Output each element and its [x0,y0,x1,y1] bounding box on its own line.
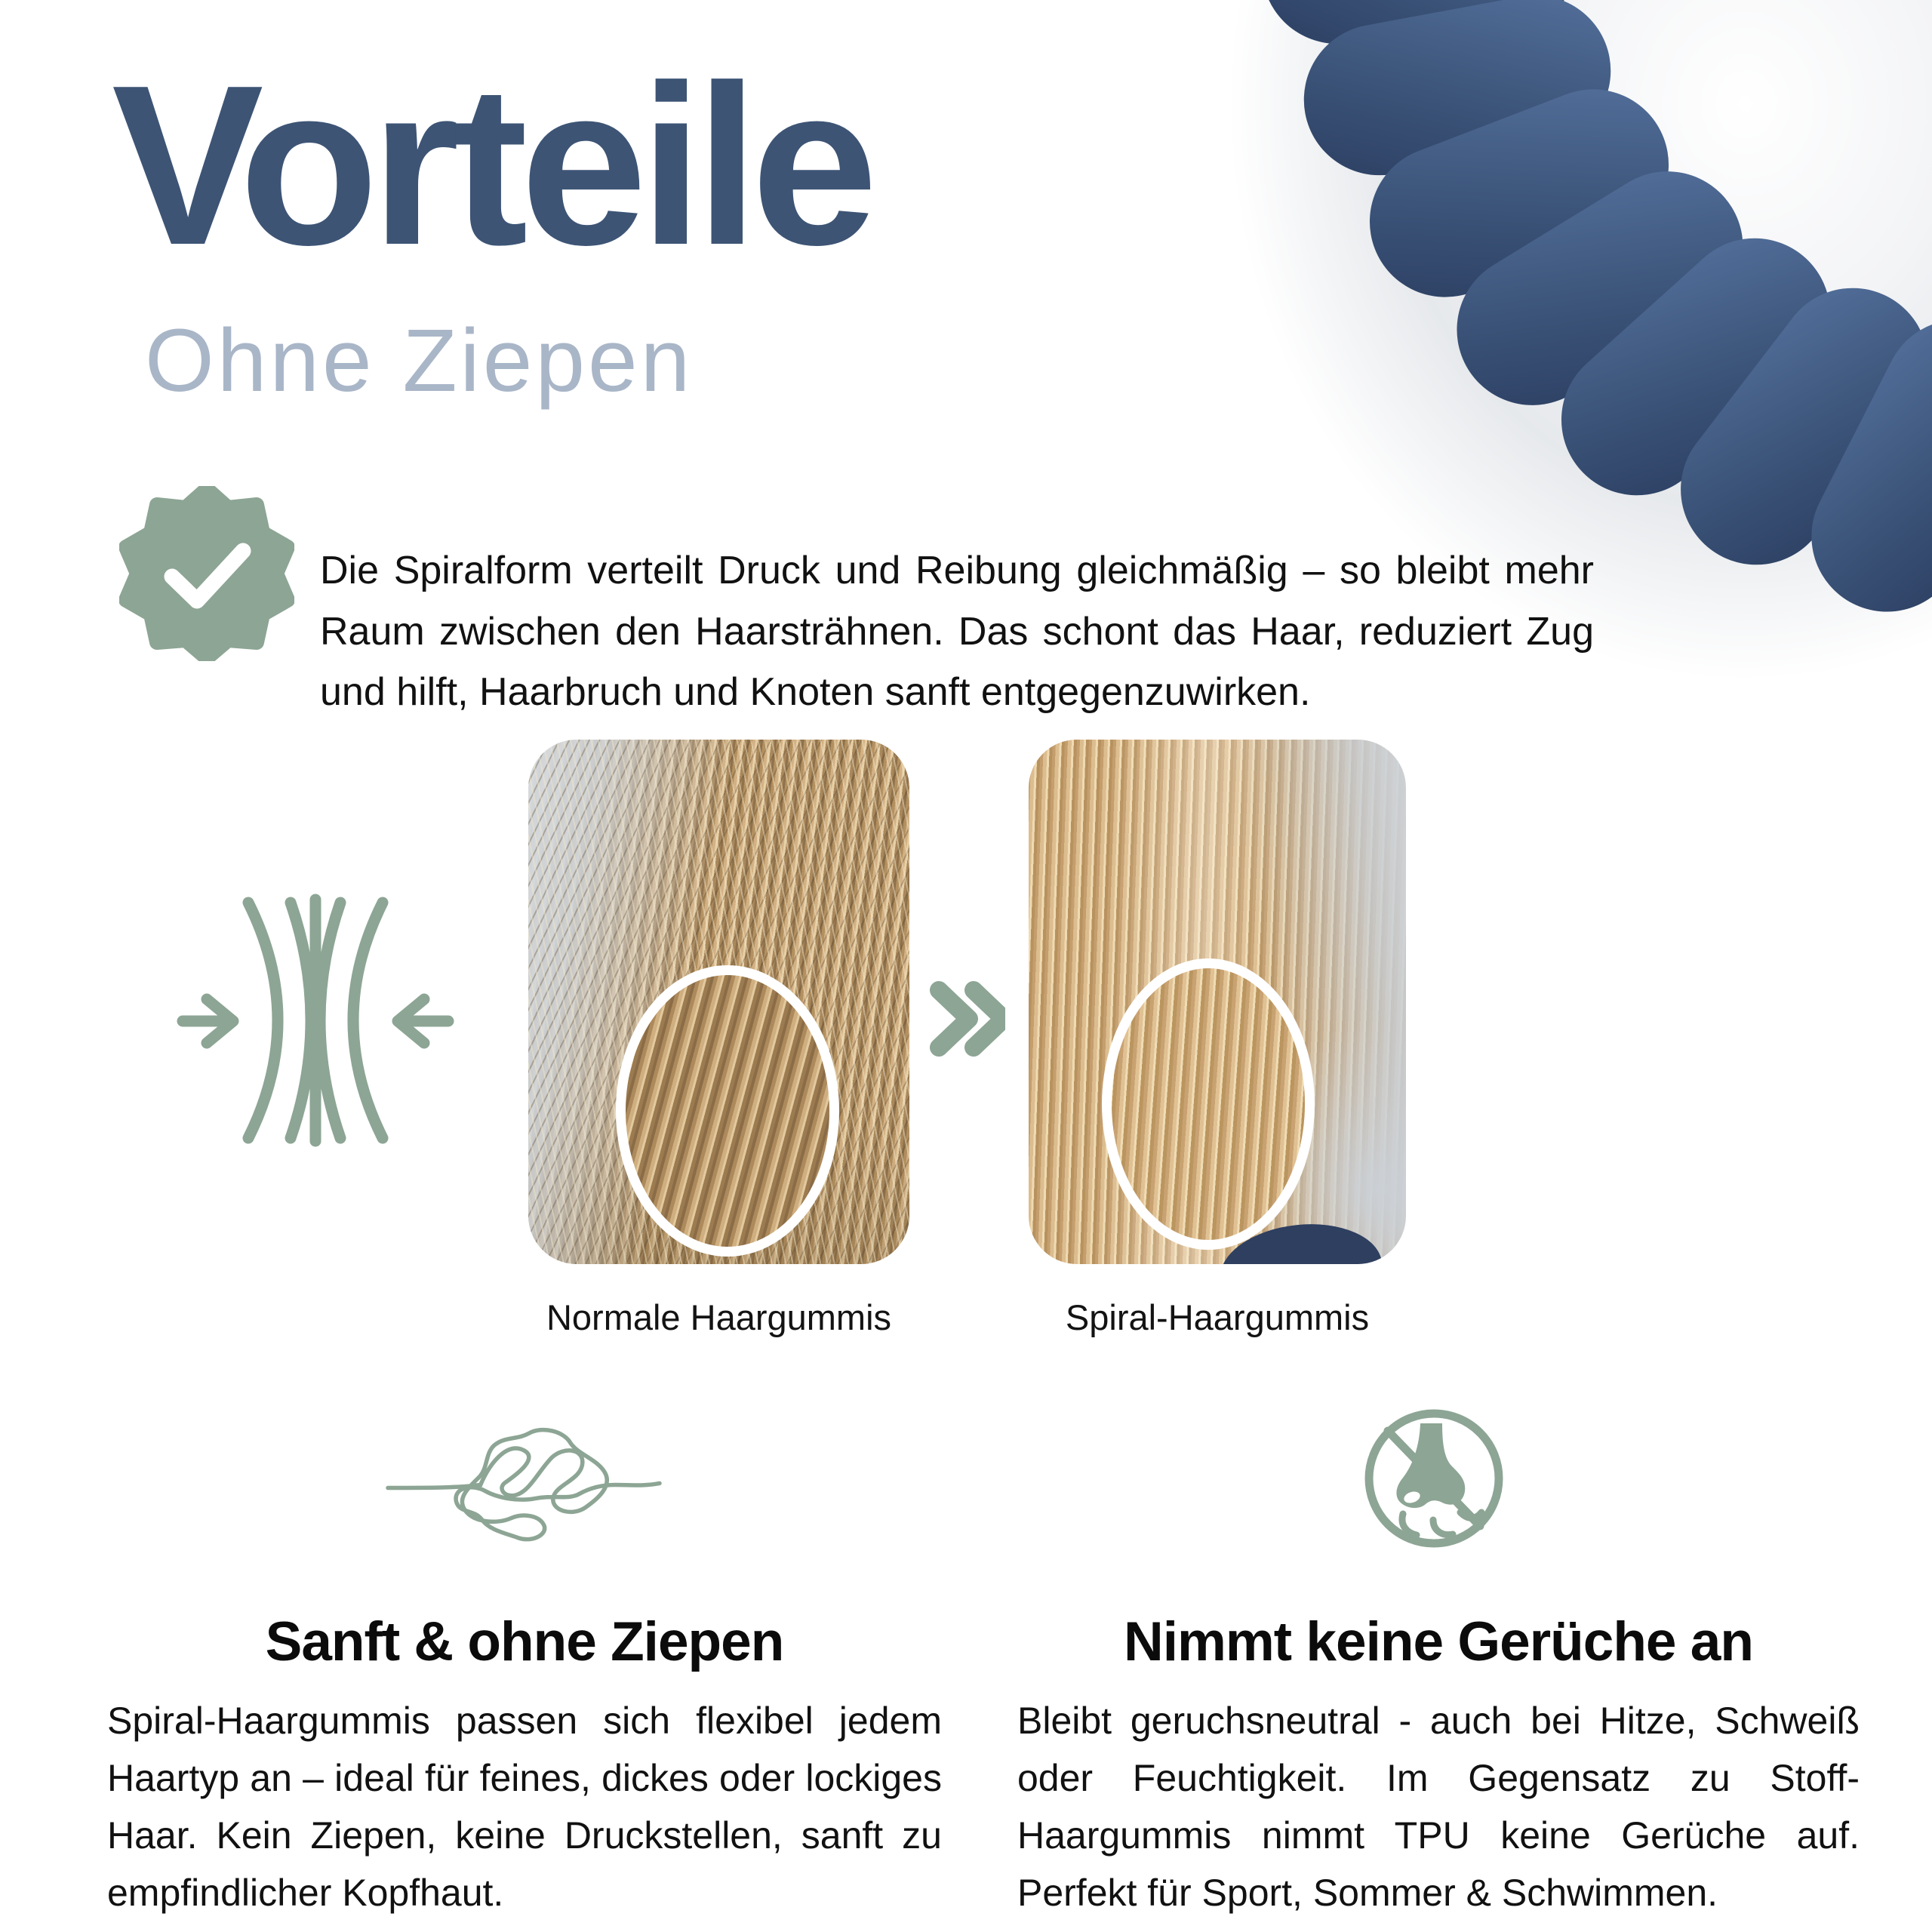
check-seal-icon [119,486,294,661]
magnifier-circle [1102,958,1315,1250]
feature-gentle [107,1612,942,1921]
no-odor-icon [1356,1401,1512,1556]
label-normal-haargummis: Normale Haargummis [546,1297,892,1337]
feature-no-odor-heading: Nimmt keine Gerüche an [1123,1611,1753,1672]
feature-no-odor-body: Bleibt geruchsneutral - auch bei Hitze, Schweiß oder Feuchtigkeit. Im Gegensatz zu Stoff-Haargummis nimmt TPU keine Gerüche auf. Perfekt für Sport, Sommer & Schwimmen. [1017,1700,1860,1915]
magnifier-circle [616,965,839,1257]
tangled-line-icon [383,1408,664,1565]
intro-paragraph: Die Spiralform verteilt Druck und Reibung gleichmäßig – so bleibt mehr Raum zwischen den Haarsträhnen. Das schont das Haar, reduziert Zug und hilft, Haarbruch und Knoten sanft entgegenzuwirken. [320,549,1594,715]
page-subtitle: Ohne Ziepen [145,311,694,411]
page-title: Vorteile [112,38,871,292]
hair-photo-normal [528,740,909,1264]
compress-arrows-icon [175,884,456,1156]
label-spiral-haargummis: Spiral-Haargummis [1065,1297,1370,1337]
feature-gentle-body: Spiral-Haargummis passen sich flexibel jedem Haartyp an – ideal für feines, dickes oder lockiges Haar. Kein Ziepen, keine Druckstellen, sanft zu empfindlicher Kopfhaut. [107,1700,942,1915]
feature-no-odor [1017,1612,1860,1921]
double-chevron-right-icon [930,981,1005,1057]
hair-photo-spiral [1029,740,1406,1264]
feature-gentle-heading: Sanft & ohne Ziepen [265,1611,784,1672]
